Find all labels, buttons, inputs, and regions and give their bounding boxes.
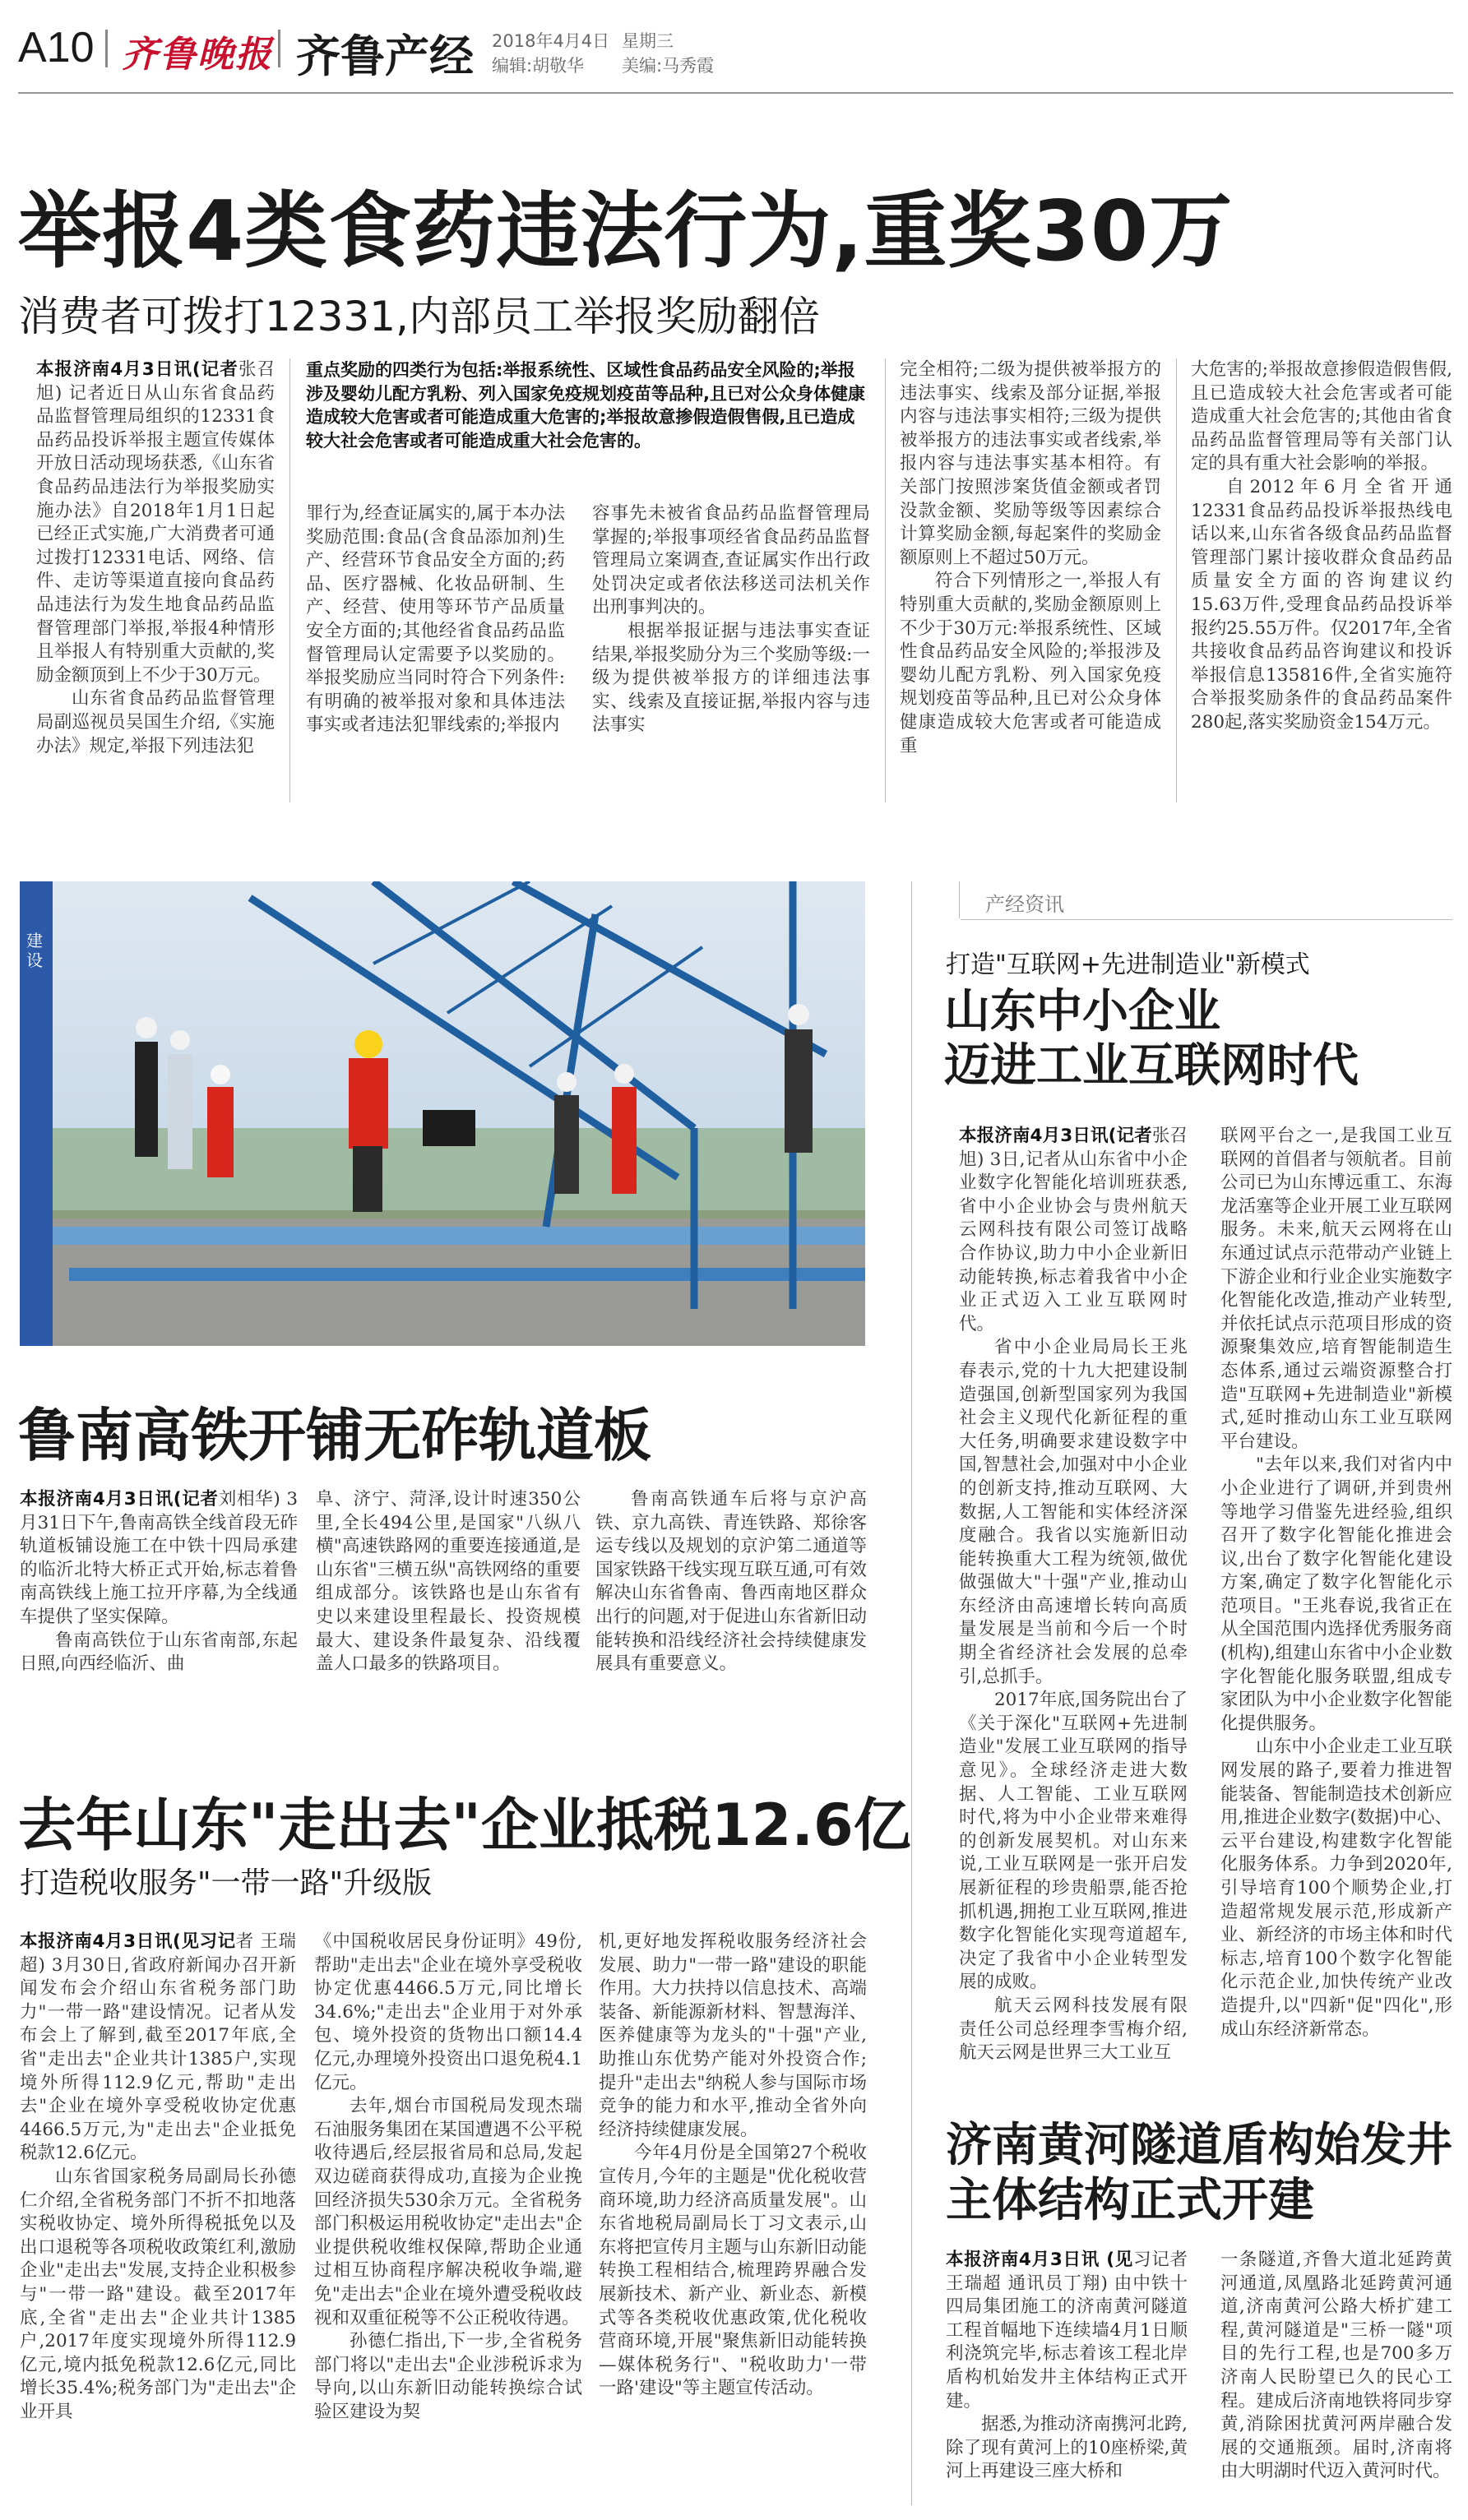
paragraph: 完全相符;二级为提供被举报方的违法事实、线索及部分证据,举报内容与违法事实相符;三级为提供被举报方的违法事实或者线索,举报内容与违法事实基本相符。有关部门按照涉案货值金额或者罚没款金额、奖励等级等因素综合计算奖励金额,每起案件的奖励金额原则上不超过50万元。 bbox=[900, 359, 1161, 568]
rail-story-headline: 鲁南高铁开铺无砟轨道板 bbox=[18, 1402, 651, 1469]
photo-banner-text: 建设 bbox=[26, 931, 43, 970]
tunnel-headline-line-2: 主体结构正式开建 bbox=[946, 2174, 1314, 2227]
byline: 本报济南4月3日讯(记者 bbox=[36, 359, 238, 380]
lead-columns-2-3 bbox=[306, 358, 870, 807]
paragraph: 孙德仁指出,下一步,全省税务部门将以"走出去"企业涉税诉求为导向,以山东新旧动能转换综合试验区建设为契 bbox=[314, 2331, 582, 2422]
issue-weekday: 星期三 bbox=[622, 31, 674, 51]
tax-story-column-2 bbox=[314, 1930, 582, 2506]
paragraph: 2017年底,国务院出台了《关于深化"互联网+先进制造业"发展工业互联网的指导意见》。全球经济走进大数据、人工智能、工业互联网时代,将为中小企业带来难得的创新发展契机。对山东来说,工业互联网是一张开启发展新征程的珍贵船票,能否抢抓机遇,拥抱工业互联网,推进数字化智能化实现弯道超车,决定了我省中小企业转型发展的成败。 bbox=[959, 1690, 1188, 1993]
news-photo bbox=[20, 881, 865, 1346]
tunnel-column-a bbox=[946, 2249, 1188, 2508]
rail-column-a bbox=[959, 1125, 1188, 2091]
rail-story-column-1 bbox=[20, 1488, 298, 1709]
paragraph: 去年,烟台市国税局发现杰瑞石油服务集团在某国遭遇不公平税收待遇后,经层报省局和总局,发起双边磋商获得成功,直接为企业挽回经济损失530余万元。全省税务部门积极运用税收协定"走出去"企业提供税收维权保障,帮助企业通过相互协商程序解决税收争端,避免"走出去"企业在境外遭受税收歧视和双重征税等不公正税收待遇。 bbox=[314, 2096, 582, 2328]
newspaper-logo: 齐鲁晚报 bbox=[122, 34, 273, 76]
tax-story-column-1 bbox=[20, 1930, 296, 2506]
masthead-divider bbox=[105, 30, 108, 67]
paragraph: 机,更好地发挥税收服务经济社会发展、助力"一带一路"建设的职能作用。大力扶持以信息技术、高端装备、新能源新材料、智慧海洋、医养健康等为龙头的"十强"产业,助推山东优势产能对外投资合作;提升"走出去"纳税人参与国际市场竞争的能力和水平,推动全省外向经济持续健康发展。 bbox=[599, 1931, 867, 2140]
column-rule bbox=[289, 358, 290, 802]
paragraph: 省中小企业局局长王兆春表示,党的十九大把建设制造强国,创新型国家列为我国社会主义现代化新征程的重大任务,明确要求建设数字中国,智慧社会,加强对中小企业的创新支持,推动互联网、大数据,人工智能和实体经济深度融合。我省以实施新旧动能转换重大工程为统领,做优做强做大"十强"产业,推动山东经济由高速增长转向高质量发展是当前和今后一个时期全省经济社会发展的总牵引,总抓手。 bbox=[959, 1337, 1188, 1687]
tunnel-column-b bbox=[1220, 2249, 1452, 2508]
rail-headline-line-2: 迈进工业互联网时代 bbox=[944, 1039, 1359, 1093]
paragraph: 山东省食品药品监督管理局副巡视员吴国生介绍,《实施办法》规定,举报下列违法犯 bbox=[36, 688, 275, 756]
rail-story-column-2 bbox=[316, 1488, 581, 1709]
paragraph: 山东中小企业走工业互联网发展的路子,要着力推进智能装备、智能制造技术创新应用,推进企业数字(数据)中心、云平台建设,构建数字化智能化服务体系。力争到2020年,引导培育100个顺势企业,打造超常规发展示范,形成新产业、新经济的市场主体和时代标志,培育100个数字化智能化示范企业,加快传统产业改造提升,以"四新"促"四化",形成山东经济新常态。 bbox=[1220, 1736, 1452, 2040]
rail-headline-line-1: 山东中小企业 bbox=[944, 985, 1220, 1038]
masthead-divider bbox=[278, 30, 280, 67]
paragraph: 一条隧道,齐鲁大道北延跨黄河通道,凤凰路北延跨黄河通道,济南黄河公路大桥扩建工程,黄河隧道是"三桥一隧"项目的先行工程,也是700多万济南人民盼望已久的民心工程。建成后济南地铁将同步穿黄,消除困扰黄河两岸融合发展的交通瓶颈。届时,济南将由大明湖时代迈入黄河时代。 bbox=[1220, 2250, 1452, 2482]
tax-story-headline: 去年山东"走出去"企业抵税12.6亿 bbox=[18, 1792, 911, 1859]
column-rule bbox=[1176, 358, 1177, 802]
paragraph: 联网平台之一,是我国工业互联网的首倡者与领航者。目前公司已为山东博远重工、东海龙活塞等企业开展工业互联网服务。未来,航天云网将在山东通过试点示范带动产业链上下游企业和行业企业实施数字化智能化改造,推动产业转型,并依托试点示范项目形成的资源聚集效应,培育智能制造生态体系,通过云端资源整合打造"互联网+先进制造业"新模式,延时推动山东工业互联网平台建设。 bbox=[1220, 1126, 1452, 1452]
paragraph: 航天云网科技发展有限责任公司总经理李雪梅介绍,航天云网是世界三大工业互 bbox=[959, 1995, 1188, 2064]
byline: 本报济南4月3日讯(见习记 bbox=[20, 1931, 236, 1952]
byline: 本报济南4月3日讯(记者 bbox=[959, 1126, 1152, 1146]
paragraph: 阜、济宁、菏泽,设计时速350公里,全长494公里,是国家"八纵八横"高速铁路网的重要连接通道,是山东省"三横五纵"高铁网络的重要组成部分。该铁路也是山东省有史以来建设里程最长、投资规模最大、建设条件最复杂、沿线覆盖人口最多的铁路项目。 bbox=[316, 1489, 581, 1675]
paragraph: 张召旭) 3日,记者从山东省中小企业数字化智能化培训班获悉,省中小企业协会与贵州航天云网科技有限公司签订战略合作协议,助力中小企业新旧动能转换,标志着我省中小企业正式迈入工业互联网时代。 bbox=[959, 1126, 1188, 1334]
masthead bbox=[0, 0, 1468, 90]
paragraph: 据悉,为推动济南携河北跨,除了现有黄河上的10座桥梁,黄河上再建设三座大桥和 bbox=[946, 2414, 1188, 2482]
paragraph: 根据举报证据与违法事实查证结果,举报奖励分为三个奖励等级:一级为提供被举报方的详细违法事实、线索及直接证据,举报内容与违法事实 bbox=[592, 620, 870, 736]
paragraph: 鲁南高铁通车后将与京沪高铁、京九高铁、青连铁路、郑徐客运专线以及规划的京沪第二通道等国家铁路干线实现互联互通,可有效解决山东省鲁南、鲁西南地区群众出行的问题,对于促进山东省新旧动能转换和沿线经济社会持续健康发展具有重要意义。 bbox=[595, 1489, 867, 1675]
paragraph: 符合下列情形之一,举报人有特别重大贡献的,奖励金额原则上不少于30万元:举报系统性、区域性食品药品安全风险的;举报涉及婴幼儿配方乳粉、列入国家免疫规划疫苗等品种,且已对公众身体健康造成较大危害或者可能造成重 bbox=[900, 571, 1161, 756]
lead-column-2 bbox=[306, 502, 565, 807]
paragraph: 自2012年6月全省开通12331食品药品投诉举报热线电话以来,山东省各级食品药品监督管理部门累计接收群众食品药品质量安全方面的咨询建议约15.63万件,受理食品药品投诉举报约25.55万件。仅2017年,全省共接收食品药品咨询建议和投诉举报信息135816件,全省实施符合举报奖励条件的食品药品案件280起,落实奖励资金154万元。 bbox=[1191, 476, 1452, 733]
tax-story-column-3 bbox=[599, 1930, 867, 2506]
issue-date: 2018年4月4日 bbox=[492, 31, 610, 51]
lead-headline: 举报4类食药违法行为,重奖30万 bbox=[18, 183, 1234, 280]
paragraph: 《中国税收居民身份证明》49份,帮助"走出去"企业在境外享受税收协定优惠4466.5万元,同比增长34.6%;"走出去"企业用于对外承包、境外投资的货物出口额14.4亿元,办理境外投资出口退免税4.1亿元。 bbox=[314, 1931, 582, 2093]
paragraph: 习记者 王瑞超 通讯员丁翔) 由中铁十四局集团施工的济南黄河隧道工程首幅地下连续墙4月1日顺利浇筑完毕,标志着该工程北岸盾构机始发井主体结构正式开建。 bbox=[946, 2250, 1188, 2411]
tunnel-headline-line-1: 济南黄河隧道盾构始发井 bbox=[946, 2119, 1452, 2172]
byline: 本报济南4月3日讯(记者 bbox=[20, 1489, 219, 1510]
paragraph: 者 王瑞超) 3月30日,省政府新闻办召开新闻发布会介绍山东省税务部门助力"一带一路"建设情况。记者从发布会上了解到,截至2017年底,全省"走出去"企业共计1385户,实现境外所得112.9亿元,帮助"走出去"企业在境外享受税收协定优惠4466.5万元,为"走出去"企业抵免税款12.6亿元。 bbox=[20, 1931, 296, 2164]
paragraph: 山东省国家税务局副局长孙德仁介绍,全省税务部门不折不扣地落实税收协定、境外所得税抵免以及出口退税等各项税收政策红利,激励企业"走出去"发展,支持企业积极参与"一带一路"建设。截至2017年底,全省"走出去"企业共计1385户,2017年度实现境外所得112.9亿元,境内抵免税款12.6亿元,同比增长35.4%;税务部门为"走出去"企业开具 bbox=[20, 2166, 296, 2422]
lead-column-4 bbox=[900, 358, 1161, 807]
construction-site-image bbox=[20, 881, 865, 1346]
byline: 本报济南4月3日讯 (见 bbox=[946, 2250, 1134, 2270]
lead-highlight-text: 重点奖励的四类行为包括:举报系统性、区域性食品药品安全风险的;举报涉及婴幼儿配方乳粉、列入国家免疫规划疫苗等品种,且已对公众身体健康造成较大危害或者可能造成重大危害的;举报故意掺假造假售假,且已造成较大社会危害或者可能造成重大社会危害的。 bbox=[306, 360, 865, 451]
paragraph: 容事先未被省食品药品监督管理局掌握的;举报事项经省食品药品监督管理局立案调查,查证属实作出行政处罚决定或者依法移送司法机关作出刑事判决的。 bbox=[592, 503, 870, 618]
paragraph: 罪行为,经查证属实的,属于本办法奖励范围:食品(含食品添加剂)生产、经营环节食品安全方面的;药品、医疗器械、化妆品研制、生产、经营、使用等环节产品质量安全方面的;其他经省食品药品监督管理局认定需要予以奖励的。举报奖励应当同时符合下列条件:有明确的被举报对象和具体违法事实或者违法犯罪线索的;举报内 bbox=[306, 503, 565, 736]
tax-story-subheadline: 打造税收服务"一带一路"升级版 bbox=[20, 1866, 433, 1900]
paragraph: 大危害的;举报故意掺假造假售假,且已造成较大社会危害或者可能造成重大社会危害的;其他由省食品药品监督管理局等有关部门认定的具有重大社会影响的举报。 bbox=[1191, 359, 1452, 474]
rail-story-column-3 bbox=[595, 1488, 867, 1709]
section-column-rule bbox=[911, 881, 912, 2505]
lead-column-5 bbox=[1191, 358, 1452, 807]
masthead-rule bbox=[18, 92, 1453, 94]
paragraph: 刘相华) 3月31日下午,鲁南高铁全线首段无砟轨道板铺设施工在中铁十四局承建的临沂北特大桥正式开始,标志着鲁南高铁线上施工拉开序幕,为全线通车提供了坚实保障。 bbox=[20, 1489, 298, 1627]
section-title: 齐鲁产经 bbox=[296, 30, 474, 82]
editor-credit: 编辑:胡敬华 bbox=[492, 56, 585, 76]
lead-column-1 bbox=[36, 358, 275, 807]
rail-column-b bbox=[1220, 1125, 1452, 2091]
page-number: A10 bbox=[18, 24, 95, 72]
rail-section-label: 产经资讯 bbox=[985, 893, 1064, 916]
section-rule bbox=[961, 919, 1452, 920]
column-rule bbox=[885, 358, 886, 802]
paragraph: 今年4月份是全国第27个税收宣传月,今年的主题是"优化税收营商环境,助力经济高质量发展"。山东省地税局副局长丁习文表示,山东将把宣传月主题与山东新旧动能转换工程相结合,梳理跨界融合发展新技术、新产业、新业态、新模式等各类税收优惠政策,优化税收营商环境,开展"聚焦新旧动能转换—媒体税务行"、"税收助力'一带一路'建设"等主题宣传活动。 bbox=[599, 2143, 867, 2399]
rail-kicker: 打造"互联网+先进制造业"新模式 bbox=[946, 950, 1310, 979]
paragraph: 鲁南高铁位于山东省南部,东起日照,向西经临沂、曲 bbox=[20, 1630, 298, 1675]
lead-subheadline: 消费者可拨打12331,内部员工举报奖励翻倍 bbox=[18, 293, 820, 340]
column-rule bbox=[959, 881, 960, 918]
lead-column-3 bbox=[592, 502, 870, 807]
paragraph: "去年以来,我们对省内中小企业进行了调研,并到贵州等地学习借鉴先进经验,组织召开了数字化智能化推进会议,出台了数字化智能化建设方案,确定了数字化智能化示范项目。"王兆春说,我省正在从全国范围内选择优秀服务商(机构),组建山东省中小企业数字化智能化服务联盟,组成专家团队为中小企业数字化智能化提供服务。 bbox=[1220, 1454, 1452, 1734]
paragraph: 张召旭) 记者近日从山东省食品药品监督管理局组织的12331食品药品投诉举报主题宣传媒体开放日活动现场获悉,《山东省食品药品违法行为举报奖励实施办法》自2018年1月1日起已经正式实施,广大消费者可通过拨打12331电话、网络、信件、走访等渠道直接向食品药品违法行为发生地食品药品监督管理部门举报,举报4种情形且举报人有特别重大贡献的,奖励金额顶到上不少于30万元。 bbox=[36, 359, 275, 686]
designer-credit: 美编:马秀霞 bbox=[622, 56, 715, 76]
